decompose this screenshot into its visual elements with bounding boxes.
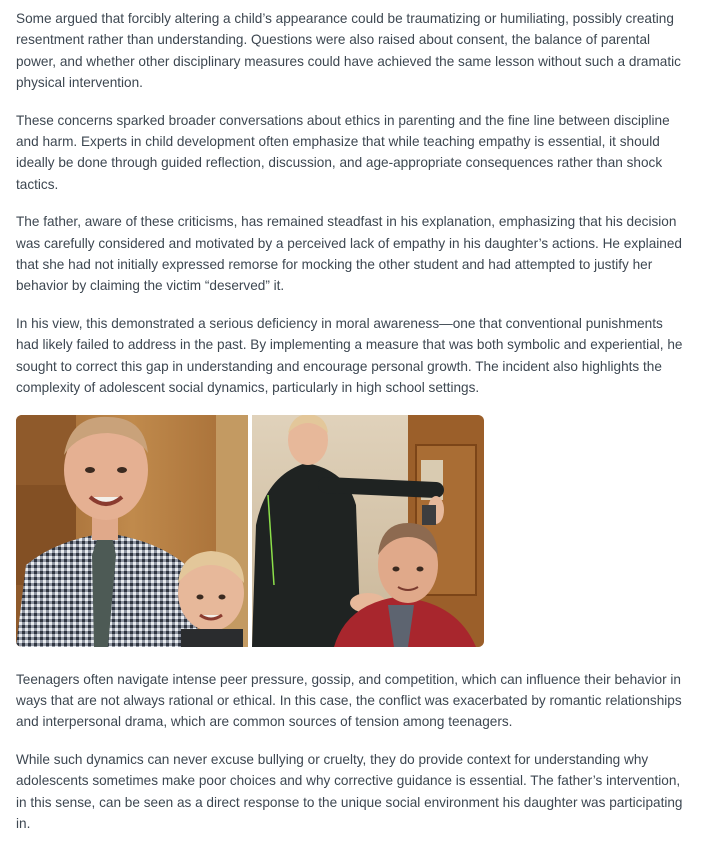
paragraph-2: These concerns sparked broader conversations about ethics in parenting and the fine line between discipline and harm. Experts in child development often emphasize that while teaching empathy is essential, it should ideally be done through guided reflection, discussion, and age-appropriate consequences rather than shock tactics. — [16, 112, 670, 192]
paragraph-6: While such dynamics can never excuse bullying or cruelty, they do provide context for understanding why adolescents sometimes make poor choices and why corrective guidance is essential. The father’s intervention, in this sense, can be seen as a direct response to the unique social environment his daughter was participating in. — [16, 751, 683, 831]
paragraph-5: Teenagers often navigate intense peer pressure, gossip, and competition, which can influence their behavior in ways that are not always rational or ethical. In this case, the conflict was exacerbated by romantic relationships and interpersonal drama, which are common sources of tension among teenagers. — [16, 671, 682, 730]
paragraph-1: Some argued that forcibly altering a child’s appearance could be traumatizing or humiliating, possibly creating resentment rather than understanding. Questions were also raised about consent, the balance of parental power, and whether other disciplinary measures could have achieved the same lesson without such a dramatic physical intervention. — [16, 11, 681, 91]
right-photo-panel — [252, 415, 484, 647]
article-body — [16, 8, 686, 850]
article-photo — [16, 415, 484, 647]
paragraph-4: In his view, this demonstrated a serious deficiency in moral awareness—one that conventional punishments had likely failed to address in the past. By implementing a measure that was both symbolic and experiential, he sought to correct this gap in understanding and encourage personal growth. The incident also highlights the complexity of adolescent social dynamics, particularly in high school settings. — [16, 315, 683, 396]
photo-collage-image — [16, 415, 484, 647]
paragraph-3: The father, aware of these criticisms, has remained steadfast in his explanation, emphasizing that his decision was carefully considered and motivated by a perceived lack of empathy in his daughter’s actions. He explained that she had not initially expressed remorse for mocking the other student and had attempted to justify her behavior by claiming the victim “deserved” it. — [16, 214, 682, 294]
left-photo-panel — [16, 415, 248, 647]
